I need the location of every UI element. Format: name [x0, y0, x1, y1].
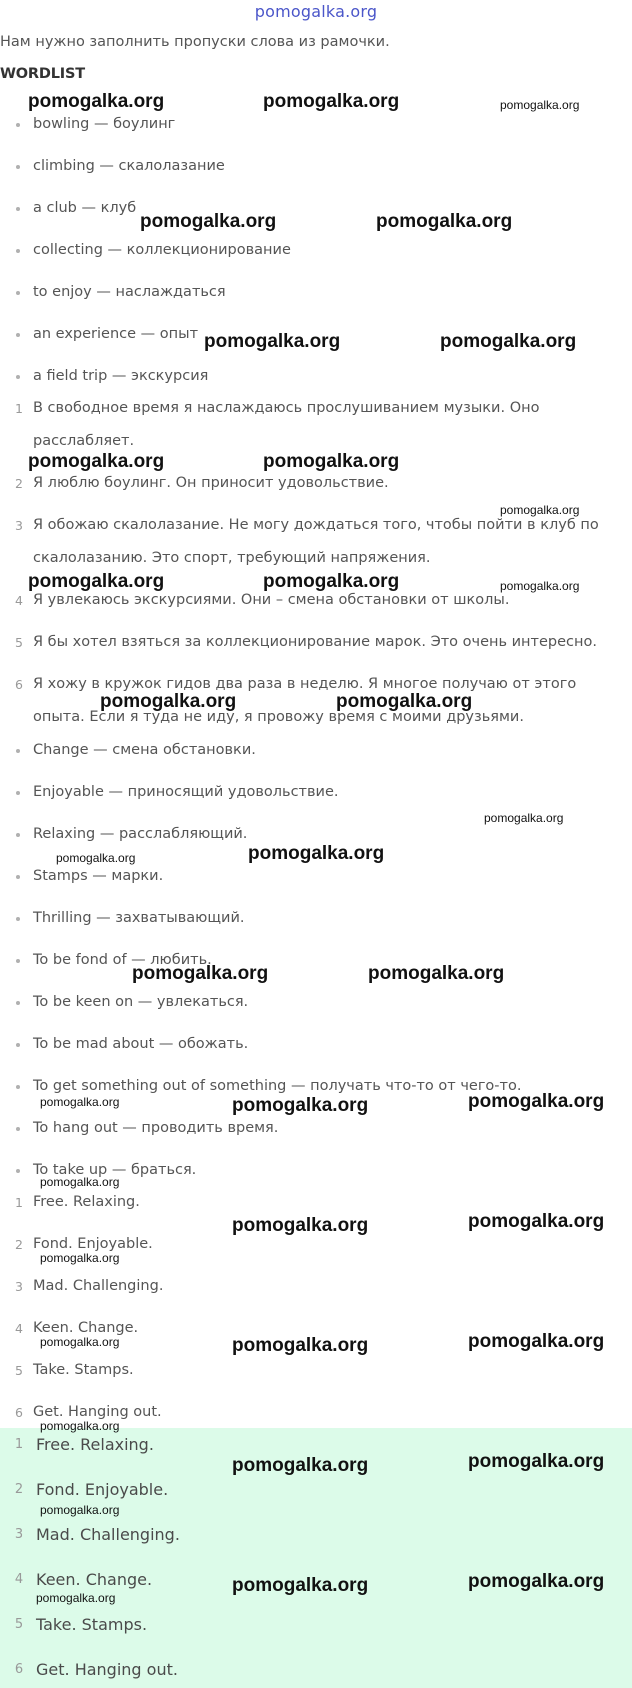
- item-text: Я увлекаюсь экскурсиями. Они – смена обстановки от школы.: [33, 592, 510, 608]
- item-number: 6: [14, 1662, 24, 1677]
- item-text: Free. Relaxing.: [36, 1435, 154, 1454]
- bullet-icon: [16, 1169, 20, 1173]
- watermark: pomogalka.org: [248, 843, 385, 864]
- watermark: pomogalka.org: [468, 1451, 605, 1472]
- watermark: pomogalka.org: [336, 691, 473, 712]
- bullet-icon: [16, 917, 20, 921]
- item-number: 5: [14, 1617, 24, 1632]
- item-text: Enjoyable — приносящий удовольствие.: [33, 784, 339, 800]
- watermark: pomogalka.org: [468, 1211, 605, 1232]
- bullet-icon: [16, 833, 20, 837]
- item-text: Take. Stamps.: [33, 1362, 134, 1378]
- item-text: Get. Hanging out.: [33, 1404, 162, 1420]
- watermark: pomogalka.org: [40, 1251, 120, 1265]
- watermark: pomogalka.org: [500, 579, 580, 593]
- item-text: To be mad about — обожать.: [33, 1036, 249, 1052]
- item-text: Relaxing — расслабляющий.: [33, 826, 248, 842]
- item-number: 5: [15, 1363, 23, 1378]
- bullet-icon: [16, 123, 20, 127]
- item-text: climbing — скалолазание: [33, 158, 225, 174]
- watermark: pomogalka.org: [56, 851, 136, 865]
- item-text: опыта. Если я туда не иду, я провожу время с моими друзьями.: [33, 709, 524, 725]
- bullet-icon: [16, 1085, 20, 1089]
- site-logo[interactable]: pomogalka.org: [254, 2, 378, 21]
- watermark: pomogalka.org: [468, 1331, 605, 1352]
- item-number: 1: [14, 1437, 24, 1452]
- item-text: to enjoy — наслаждаться: [33, 284, 226, 300]
- item-text: В свободное время я наслаждаюсь прослушиванием музыки. Оно: [33, 400, 540, 416]
- wordlist-heading: WORDLIST: [0, 66, 85, 82]
- item-text: Fond. Enjoyable.: [36, 1480, 169, 1499]
- watermark: pomogalka.org: [40, 1335, 120, 1349]
- watermark: pomogalka.org: [40, 1095, 120, 1109]
- watermark: pomogalka.org: [40, 1419, 120, 1433]
- watermark: pomogalka.org: [263, 91, 400, 112]
- watermark: pomogalka.org: [100, 691, 237, 712]
- item-text: Fond. Enjoyable.: [33, 1236, 153, 1252]
- watermark: pomogalka.org: [484, 811, 564, 825]
- item-number: 6: [15, 1405, 23, 1420]
- item-text: Я люблю боулинг. Он приносит удовольствие.: [33, 475, 389, 491]
- item-number: 4: [15, 593, 23, 608]
- item-number: 2: [15, 476, 23, 491]
- item-number: 2: [14, 1482, 24, 1497]
- watermark: pomogalka.org: [263, 451, 400, 472]
- item-text: a club — клуб: [33, 200, 137, 216]
- item-number: 4: [14, 1572, 24, 1587]
- watermark: pomogalka.org: [232, 1335, 369, 1356]
- watermark: pomogalka.org: [40, 1503, 120, 1517]
- item-text: Mad. Challenging.: [36, 1525, 180, 1544]
- item-text: Я обожаю скалолазание. Не могу дождаться того, чтобы пойти в клуб по: [33, 517, 599, 533]
- watermark: pomogalka.org: [232, 1455, 369, 1476]
- item-text: Я бы хотел взяться за коллекционирование марок. Это очень интересно.: [33, 634, 597, 650]
- bullet-icon: [16, 1127, 20, 1131]
- item-text: Free. Relaxing.: [33, 1194, 140, 1210]
- bullet-icon: [16, 1043, 20, 1047]
- watermark: pomogalka.org: [140, 211, 277, 232]
- item-number: 6: [15, 677, 23, 692]
- watermark: pomogalka.org: [132, 963, 269, 984]
- watermark: pomogalka.org: [28, 91, 165, 112]
- item-text: скалолазанию. Это спорт, требующий напряжения.: [33, 550, 431, 566]
- watermark: pomogalka.org: [204, 331, 341, 352]
- watermark: pomogalka.org: [232, 1575, 369, 1596]
- watermark: pomogalka.org: [376, 211, 513, 232]
- bullet-icon: [16, 249, 20, 253]
- item-text: To hang out — проводить время.: [33, 1120, 279, 1136]
- item-number: 3: [15, 1279, 23, 1294]
- watermark: pomogalka.org: [368, 963, 505, 984]
- watermark: pomogalka.org: [263, 571, 400, 592]
- item-text: расслабляет.: [33, 433, 135, 449]
- item-text: Take. Stamps.: [36, 1615, 148, 1634]
- item-text: bowling — боулинг: [33, 116, 176, 132]
- watermark: pomogalka.org: [40, 1175, 120, 1189]
- item-text: Stamps — марки.: [33, 868, 164, 884]
- task-intro: Нам нужно заполнить пропуски слова из рамочки.: [0, 34, 390, 50]
- item-text: Change — смена обстановки.: [33, 742, 256, 758]
- watermark: pomogalka.org: [232, 1095, 369, 1116]
- item-text: a field trip — экскурсия: [33, 368, 209, 384]
- watermark: pomogalka.org: [500, 98, 580, 112]
- item-number: 1: [15, 1195, 23, 1210]
- item-text: collecting — коллекционирование: [33, 242, 291, 258]
- item-text: To be keen on — увлекаться.: [33, 994, 249, 1010]
- item-text: To get something out of something — получать что-то от чего-то.: [33, 1078, 522, 1094]
- item-text: Mad. Challenging.: [33, 1278, 164, 1294]
- item-text: Keen. Change.: [36, 1570, 153, 1589]
- bullet-icon: [16, 207, 20, 211]
- bullet-icon: [16, 875, 20, 879]
- item-text: Keen. Change.: [33, 1320, 139, 1336]
- watermark: pomogalka.org: [232, 1215, 369, 1236]
- item-text: Get. Hanging out.: [36, 1660, 178, 1679]
- bullet-icon: [16, 1001, 20, 1005]
- item-text: Я хожу в кружок гидов два раза в неделю. Я многое получаю от этого: [33, 676, 577, 692]
- item-number: 1: [15, 401, 23, 416]
- item-text: To be fond of — любить.: [33, 952, 212, 968]
- bullet-icon: [16, 959, 20, 963]
- item-number: 5: [15, 635, 23, 650]
- bullet-icon: [16, 291, 20, 295]
- item-text: an experience — опыт: [33, 326, 199, 342]
- item-number: 3: [14, 1527, 24, 1542]
- bullet-icon: [16, 375, 20, 379]
- watermark: pomogalka.org: [36, 1591, 116, 1605]
- item-number: 3: [15, 518, 23, 533]
- bullet-icon: [16, 749, 20, 753]
- watermark: pomogalka.org: [468, 1571, 605, 1592]
- watermark: pomogalka.org: [28, 451, 165, 472]
- watermark: pomogalka.org: [440, 331, 577, 352]
- bullet-icon: [16, 165, 20, 169]
- watermark: pomogalka.org: [28, 571, 165, 592]
- watermark: pomogalka.org: [468, 1091, 605, 1112]
- item-text: To take up — браться.: [33, 1162, 197, 1178]
- bullet-icon: [16, 791, 20, 795]
- bullet-icon: [16, 333, 20, 337]
- item-number: 4: [15, 1321, 23, 1336]
- item-text: Thrilling — захватывающий.: [33, 910, 245, 926]
- watermark: pomogalka.org: [500, 503, 580, 517]
- item-number: 2: [15, 1237, 23, 1252]
